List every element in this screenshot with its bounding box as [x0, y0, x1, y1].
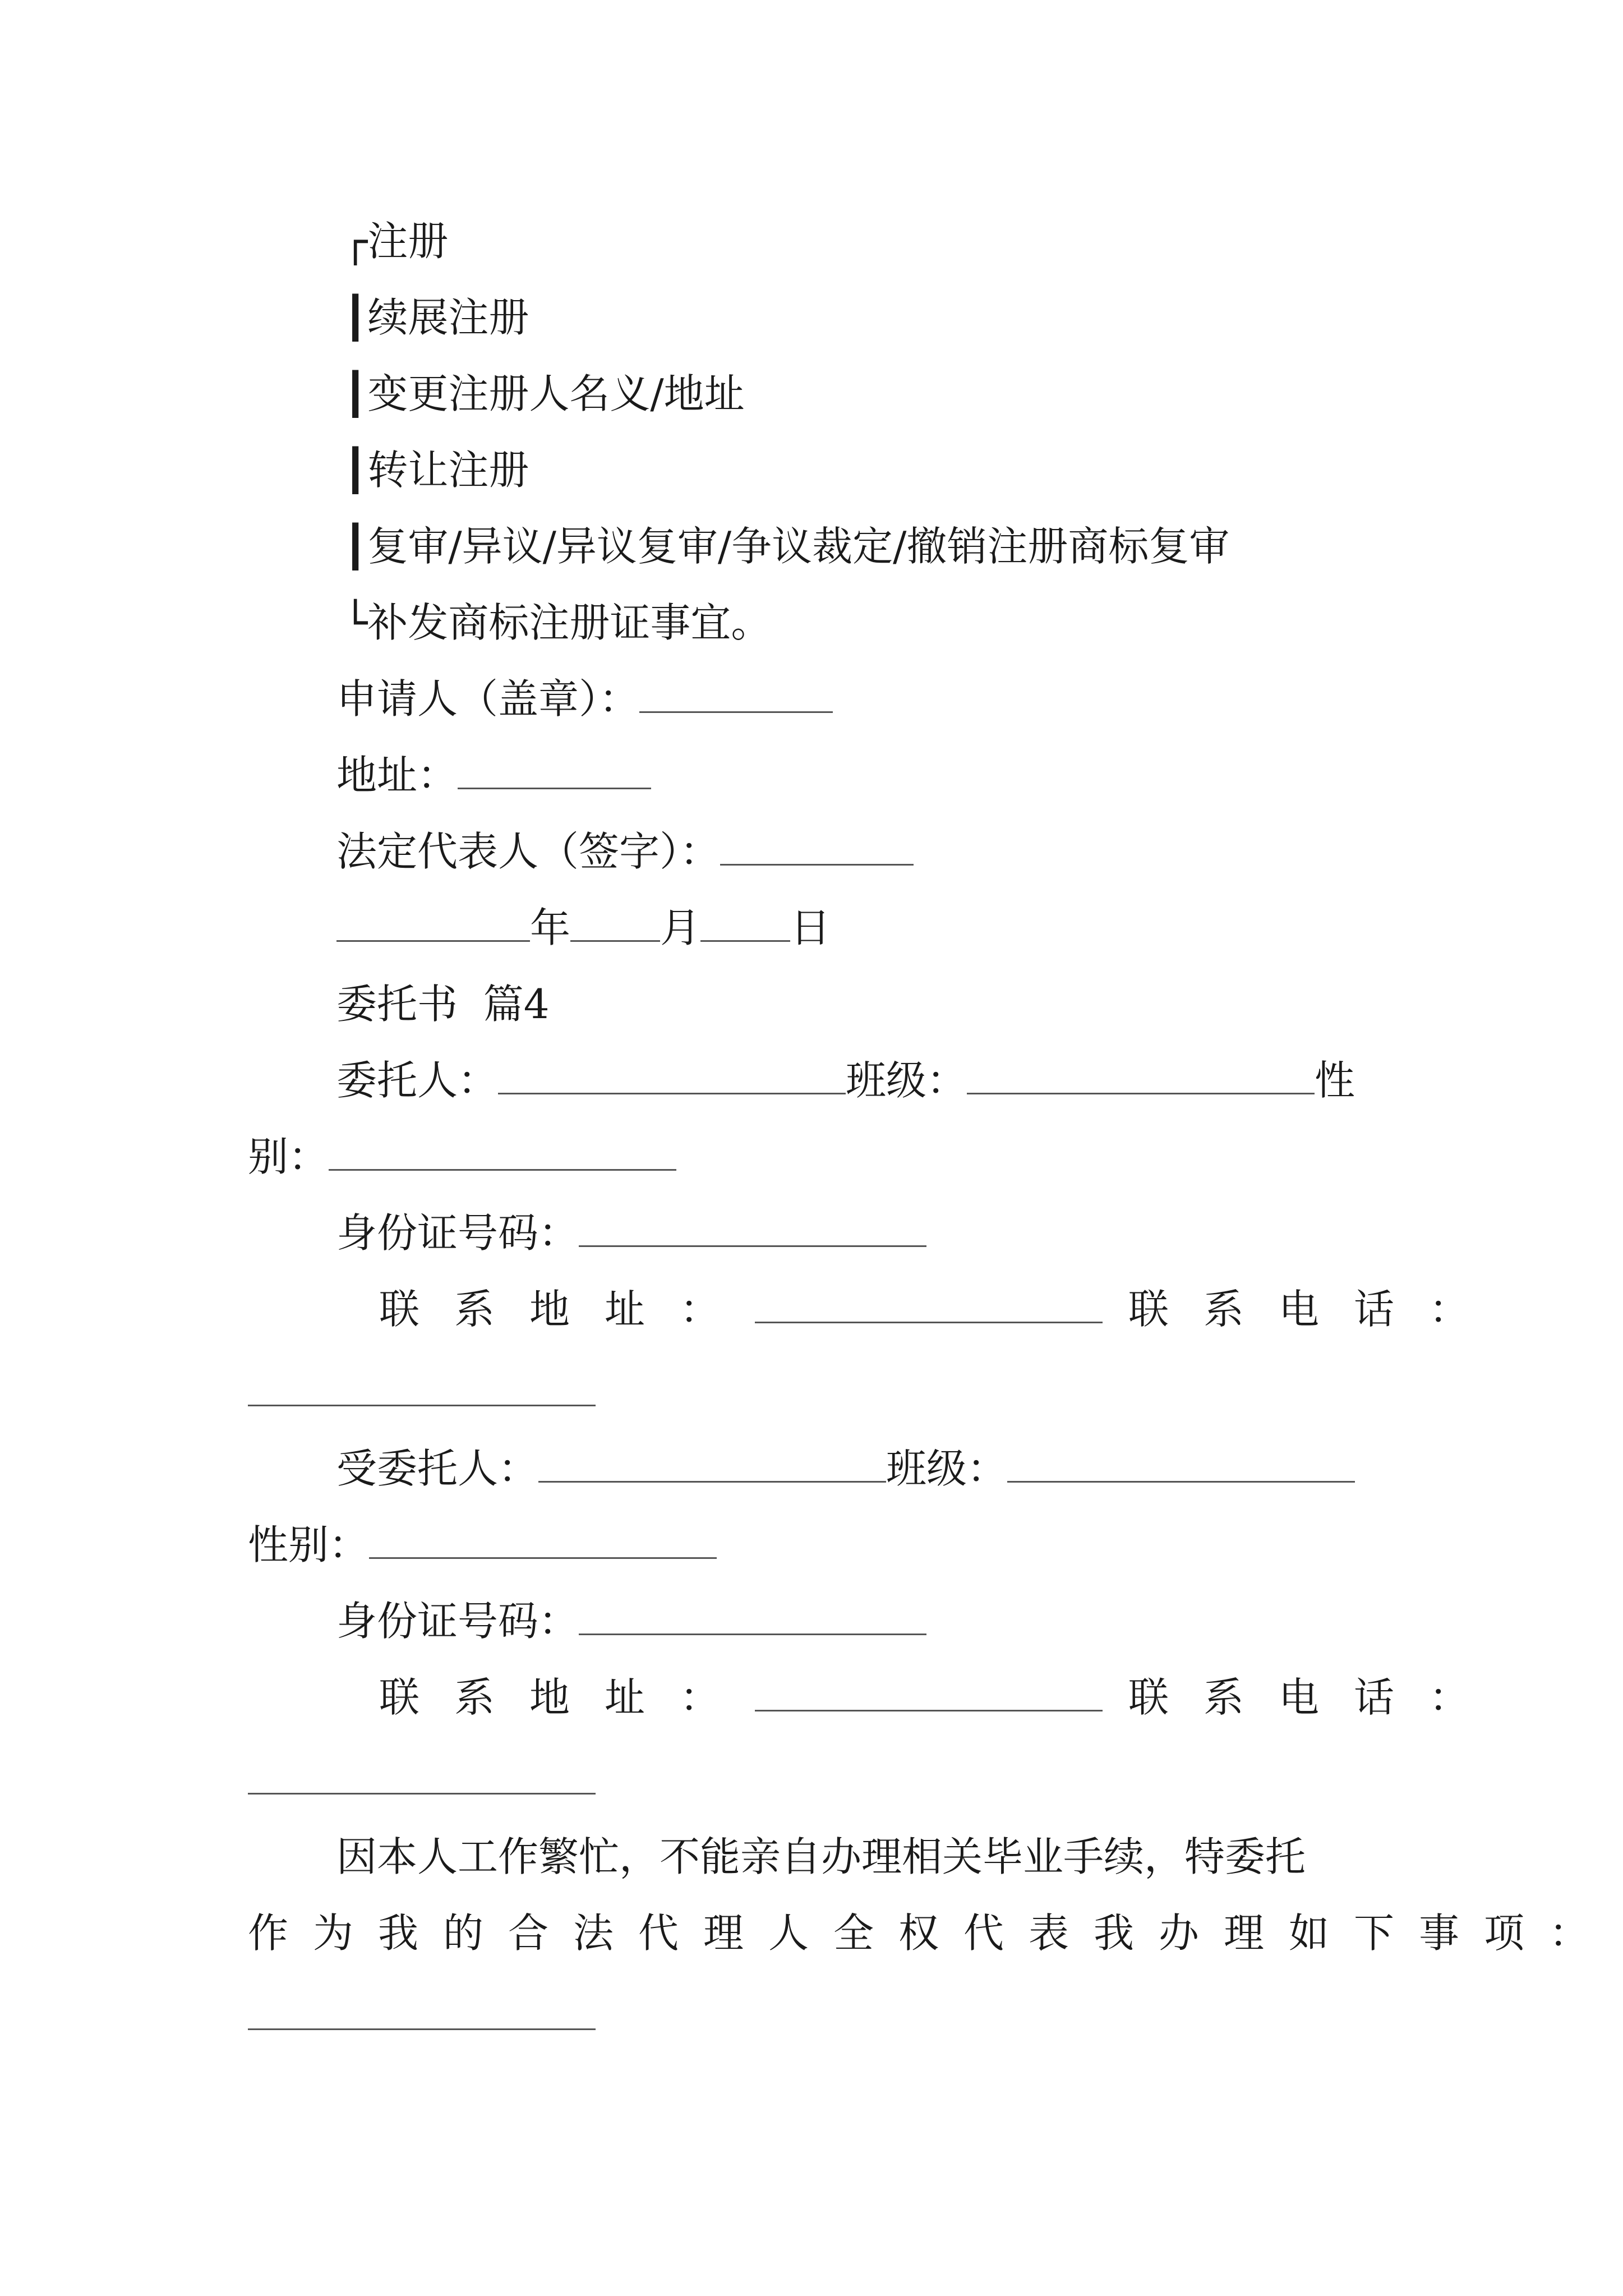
list-item-register: ┌注册 [343, 218, 449, 265]
list-item-transfer: ┃转让注册 [343, 447, 529, 494]
principal-contact-row [379, 1281, 1504, 1337]
agent-phone-label: 联系电话： [1128, 1674, 1505, 1721]
principal-id-row [336, 1205, 926, 1261]
agent-name-field[interactable] [538, 1441, 886, 1483]
month-label: 月 [660, 904, 701, 951]
day-label: 日 [790, 904, 831, 951]
principal-class-label: 班级： [846, 1057, 967, 1104]
principal-id-label: 身份证号码： [336, 1209, 579, 1257]
agent-id-field[interactable] [579, 1593, 926, 1635]
legal-rep-label: 法定代表人（签字）： [336, 828, 721, 875]
applicant-address-row [336, 747, 651, 803]
principal-id-field[interactable] [579, 1205, 926, 1247]
agent-class-label: 班级： [886, 1445, 1008, 1492]
day-field[interactable] [700, 900, 790, 942]
agent-address-field[interactable] [755, 1669, 1103, 1711]
applicant-address-field[interactable] [458, 747, 651, 789]
month-field[interactable] [570, 900, 660, 942]
list-item-change-name-address: ┃变更注册人名义/地址 [343, 370, 745, 417]
principal-class-field[interactable] [967, 1052, 1315, 1094]
principal-gender-label-b: 别： [248, 1133, 329, 1180]
year-label: 年 [530, 904, 571, 951]
applicant-address-label: 地址： [336, 752, 458, 799]
agent-gender-row [248, 1517, 717, 1573]
agent-contact-row [379, 1669, 1504, 1726]
list-item-reissue: └补发商标注册证事宜。 [343, 599, 772, 646]
agent-gender-field[interactable] [369, 1517, 717, 1559]
principal-gender-field[interactable] [329, 1129, 676, 1171]
section-title: 委托书 篇4 [336, 981, 550, 1028]
applicant-seal-row [336, 671, 833, 727]
applicant-seal-field[interactable] [639, 671, 833, 713]
body-line-1: 因本人工作繁忙，不能亲自办理相关毕业手续，特委托 [336, 1833, 1306, 1880]
body-line-2: 作为我的合法代理人全权代表我办理如下事项： [248, 1910, 1615, 1957]
principal-address-label: 联系地址： [379, 1286, 755, 1333]
legal-rep-field[interactable] [720, 823, 914, 866]
principal-gender-label-a: 性 [1315, 1057, 1355, 1104]
agent-address-label: 联系地址： [379, 1674, 755, 1721]
list-item-review: ┃复审/异议/异议复审/争议裁定/撤销注册商标复审 [343, 523, 1230, 570]
legal-rep-row [336, 823, 914, 880]
agent-name-row [336, 1441, 1355, 1497]
agent-phone-field[interactable] [248, 1793, 596, 1795]
applicant-seal-label: 申请人（盖章）： [336, 675, 640, 723]
principal-phone-field[interactable] [248, 1405, 596, 1406]
principal-phone-label: 联系电话： [1128, 1286, 1505, 1333]
agent-gender-label: 性别： [248, 1521, 370, 1568]
agent-id-label: 身份证号码： [336, 1598, 579, 1645]
principal-address-field[interactable] [755, 1281, 1103, 1323]
list-item-renewal: ┃续展注册 [343, 294, 529, 341]
agent-class-field[interactable] [1007, 1441, 1355, 1483]
agent-name-label: 受委托人： [336, 1445, 539, 1492]
year-field[interactable] [336, 900, 530, 942]
principal-gender-row [248, 1129, 676, 1185]
principal-name-field[interactable] [498, 1052, 846, 1094]
agent-id-row [336, 1593, 926, 1649]
principal-name-label: 委托人： [336, 1057, 499, 1104]
principal-name-row [336, 1052, 1355, 1108]
date-row [336, 900, 831, 956]
matters-field[interactable] [248, 2028, 596, 2030]
